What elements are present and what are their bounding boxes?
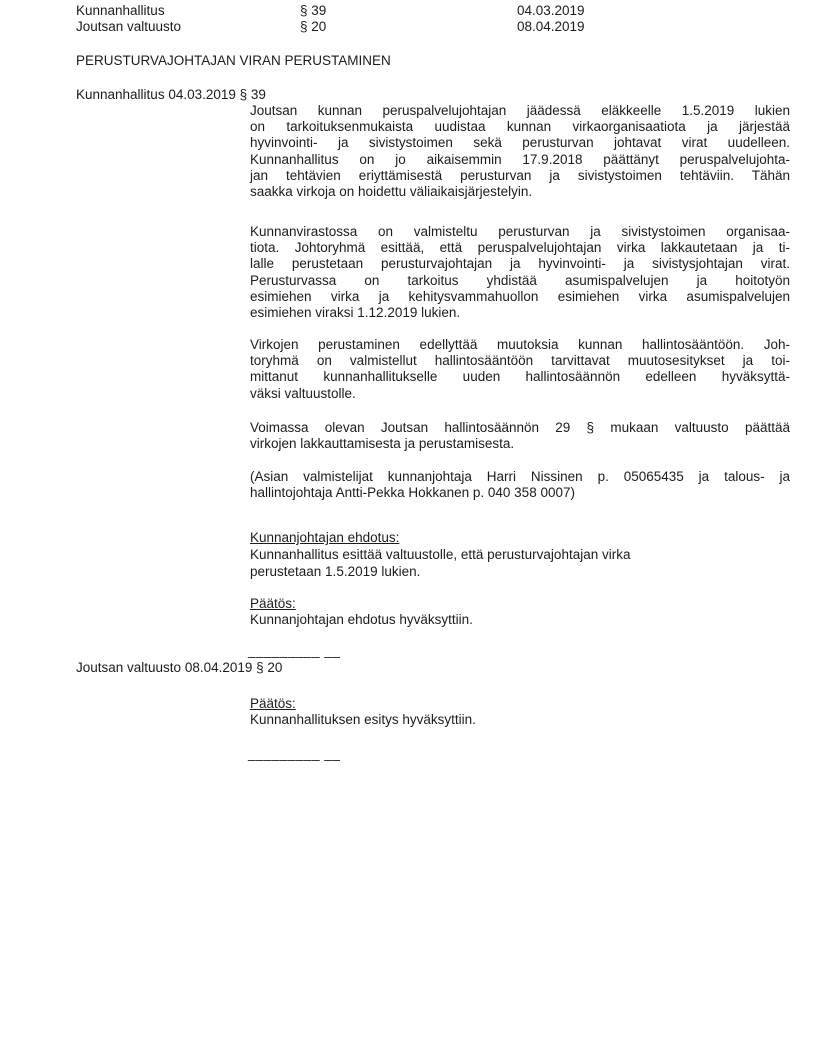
text-line: virkojen lakkauttamisesta ja perustamisesta.	[250, 436, 515, 452]
proposal-line: perustetaan 1.5.2019 lukien.	[250, 564, 421, 579]
text-line: Kunnanvirastossa on valmisteltu perusturvan ja sivistystoimen organisaa-	[250, 224, 790, 239]
text-line: Voimassa olevan Joutsan hallintosäännön 29 § mukaan valtuusto päättää	[250, 420, 790, 435]
proposal-block	[250, 529, 790, 580]
decision-text: Kunnanjohtajan ehdotus hyväksyttiin.	[250, 612, 473, 628]
text-line: saakka virkoja on hoidettu väliaikaisjärjestelyin.	[250, 184, 533, 200]
text-line: toryhmä on valmistellut hallintosääntöön tarvittavat muutosesitykset ja toi-	[250, 353, 790, 369]
meeting-date: 08.04.2019	[517, 19, 585, 35]
text-line: Virkojen perustaminen edellyttää muutoksia kunnan hallintosääntöön. Joh-	[250, 337, 790, 352]
paragraph	[250, 224, 790, 321]
text-line: esimiehen virka ja kehitysvammahuollon esimiehen virka asumispalvelujen	[250, 288, 790, 304]
text-line: (Asian valmistelijat kunnanjohtaja Harri Nissinen p. 05065435 ja talous- ja	[250, 469, 790, 484]
section-number: § 20	[300, 19, 327, 35]
decision-label: Päätös:	[250, 596, 296, 611]
decision-block	[250, 696, 790, 728]
decision-block	[250, 596, 790, 628]
text-line: tiota. Johtoryhmä esittää, että peruspalvelujohtajan virka lakkautetaan ja ti-	[250, 240, 790, 256]
paragraph	[250, 337, 790, 402]
text-line: on tarkoituksenmukaista uudistaa kunnan virkaorganisaatiota ja järjestää	[250, 119, 790, 135]
text-line: esimiehen viraksi 1.12.2019 lukien.	[250, 305, 461, 321]
text-line: hyvinvointi- ja sivistystoimen sekä perusturvan johtavat virat uudelleen.	[250, 135, 790, 151]
page-title: PERUSTURVAJOHTAJAN VIRAN PERUSTAMINEN	[76, 53, 391, 68]
text-line: mittanut kunnanhallitukselle uuden hallintosäännön edelleen hyväksyttä-	[250, 369, 790, 385]
text-line: väksi valtuustolle.	[250, 385, 356, 401]
decision-label: Päätös:	[250, 696, 296, 711]
separator-line: _________ __	[248, 746, 341, 761]
decision-text: Kunnanhallituksen esitys hyväksyttiin.	[250, 712, 476, 728]
paragraph	[250, 469, 790, 501]
section-heading-board: Kunnanhallitus 04.03.2019 § 39	[76, 87, 266, 102]
proposal-line: Kunnanhallitus esittää valtuustolle, että perusturvajohtajan virka	[250, 547, 631, 562]
text-line: Joutsan kunnan peruspalvelujohtajan jäädessä eläkkeelle 1.5.2019 lukien	[250, 103, 790, 118]
section-heading-council: Joutsan valtuusto 08.04.2019 § 20	[76, 660, 283, 675]
paragraph	[250, 420, 790, 452]
meeting-date: 04.03.2019	[517, 3, 585, 18]
paragraph	[250, 103, 790, 200]
org-name: Joutsan valtuusto	[76, 19, 182, 35]
header-table	[76, 3, 656, 35]
text-line: Perusturvassa on tarkoitus yhdistää asumispalvelujen ja hoitotyön	[250, 272, 790, 288]
text-line: lalle perustetaan perusturvajohtajan ja hyvinvointi- ja sivistysjohtajan virat.	[250, 256, 790, 272]
text-line: jan tehtävien eriyttämisestä perusturvan ja sivistystoimen tehtäviin. Tähän	[250, 167, 790, 183]
text-line: hallintojohtaja Antti-Pekka Hokkanen p. 040 358 0007)	[250, 485, 575, 501]
separator-line: _________ __	[248, 643, 341, 658]
proposal-label: Kunnanjohtajan ehdotus:	[250, 530, 400, 545]
text-line: Kunnanhallitus on jo aikaisemmin 17.9.2018 päättänyt peruspalvelujohta-	[250, 151, 790, 167]
section-number: § 39	[300, 3, 327, 18]
org-name: Kunnanhallitus	[76, 3, 165, 18]
